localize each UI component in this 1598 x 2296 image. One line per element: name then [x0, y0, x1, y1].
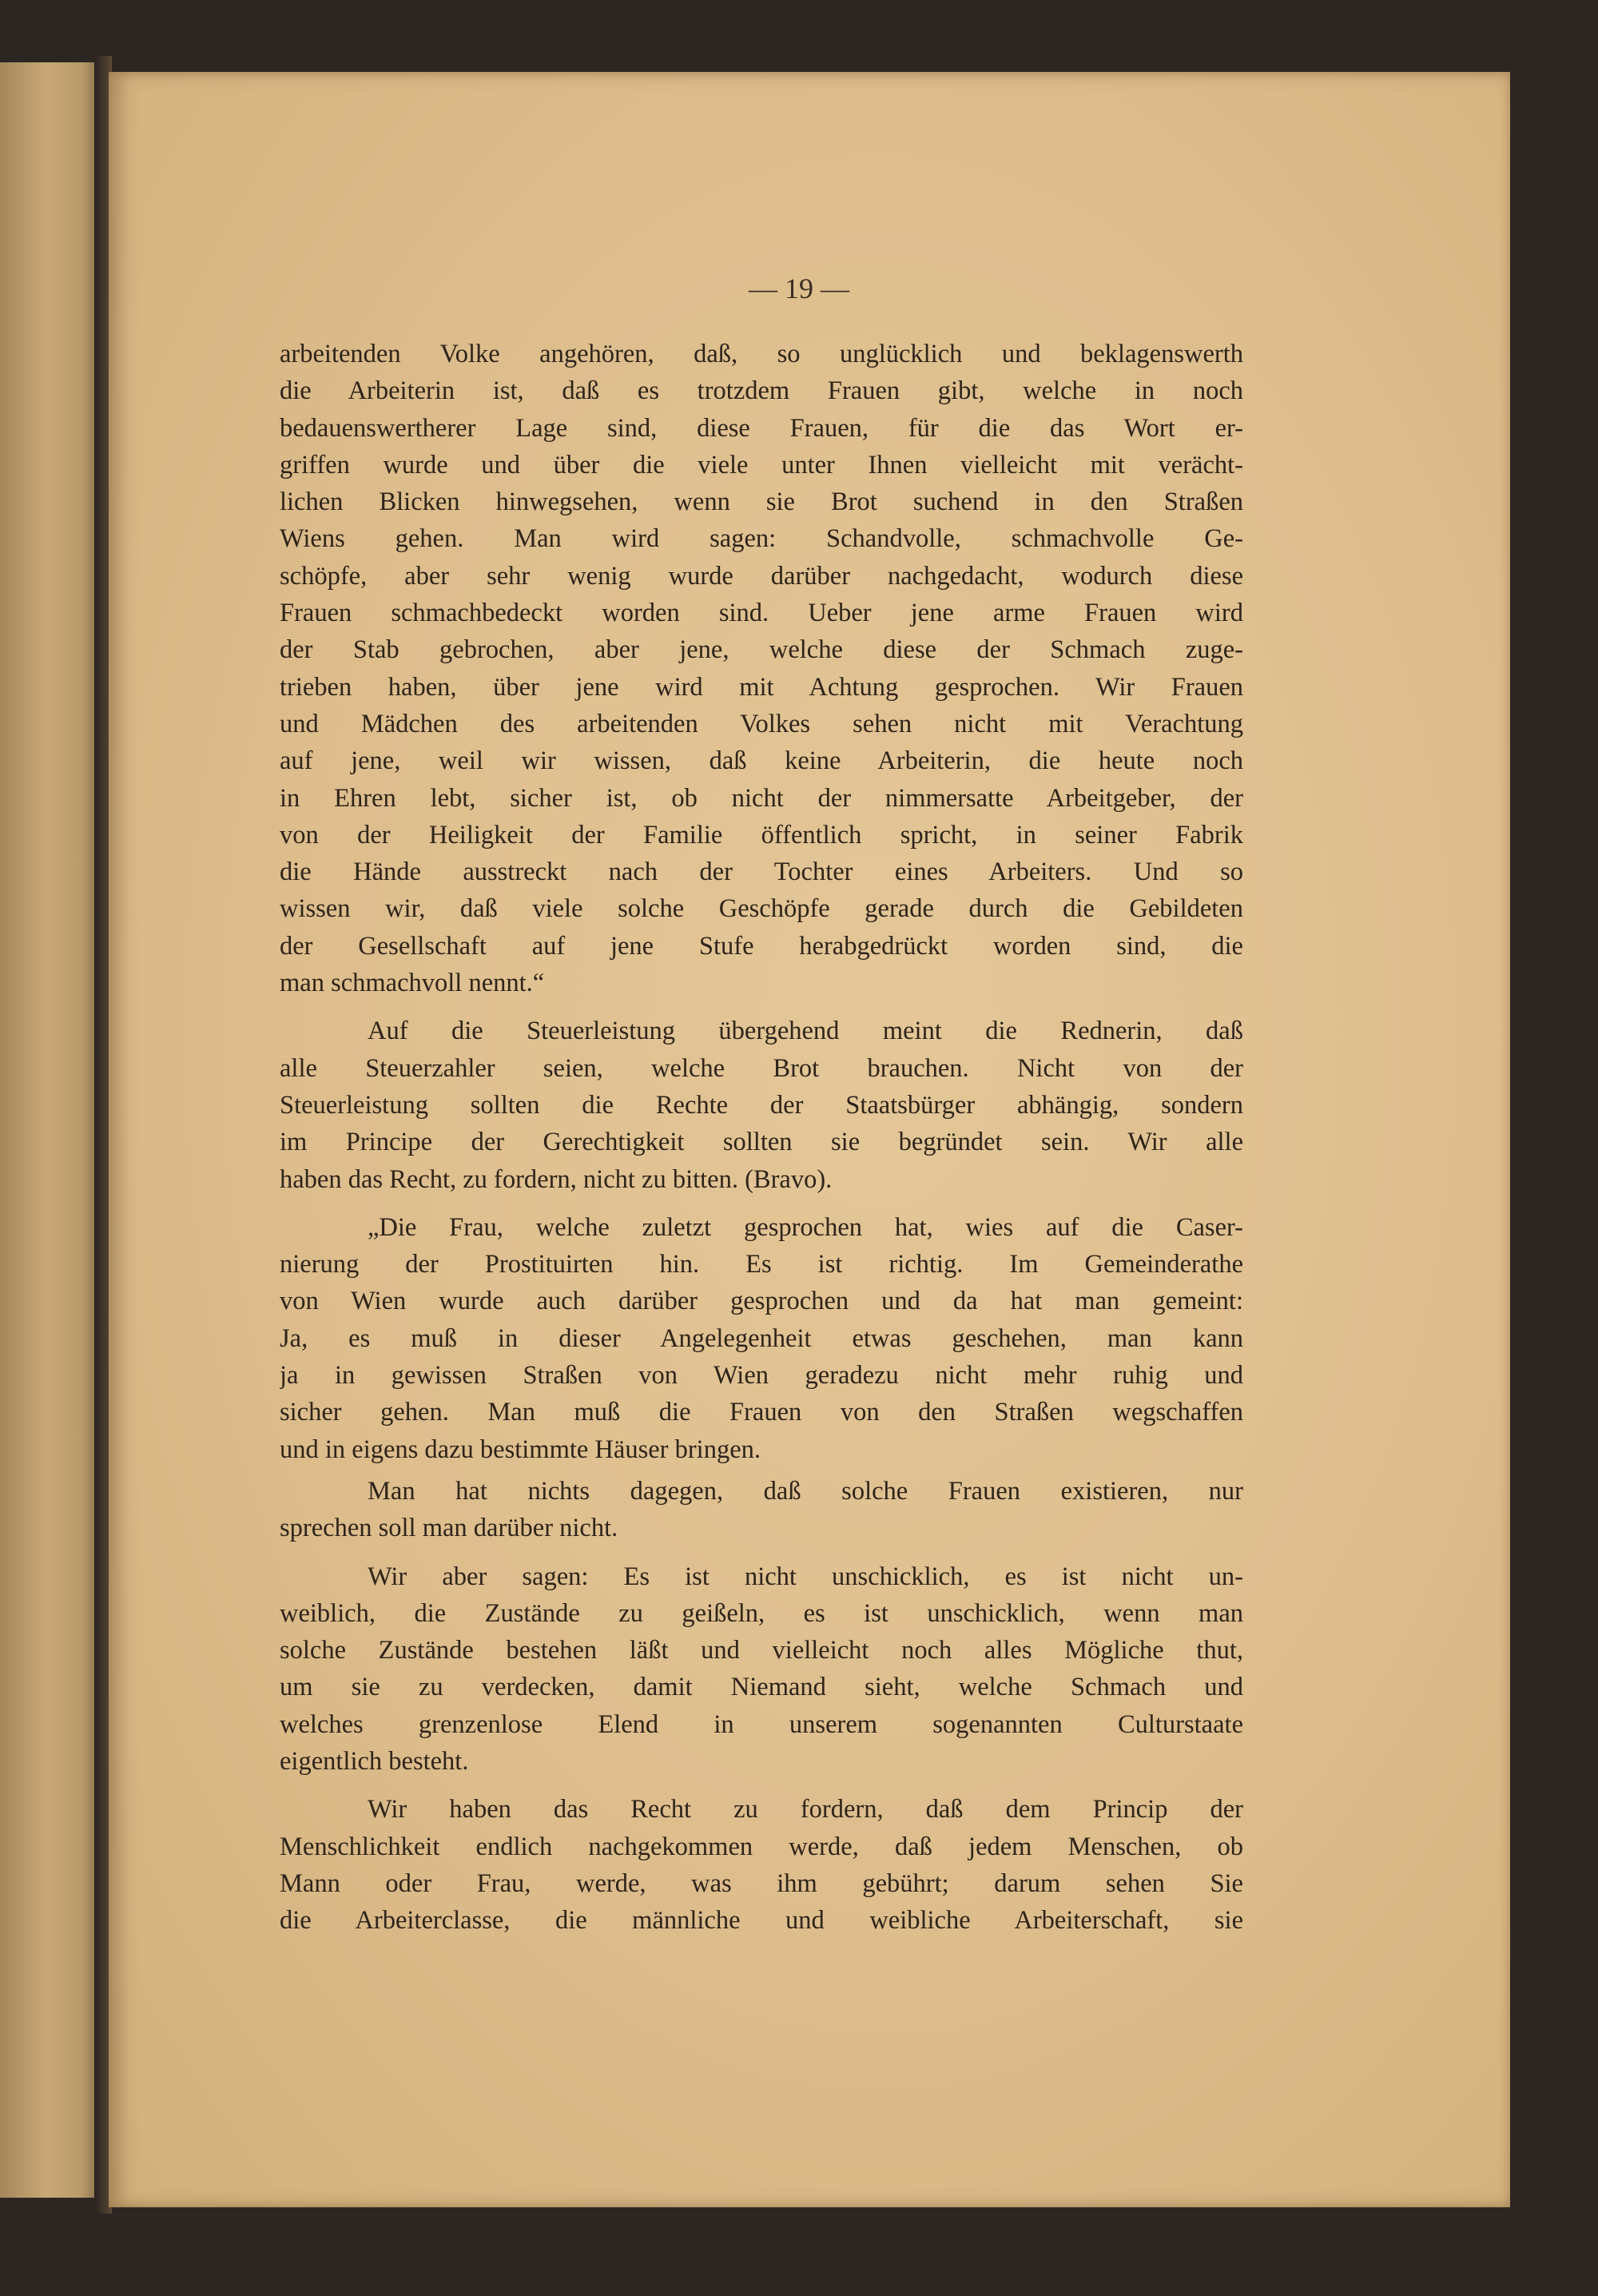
- paragraph: [280, 1209, 1243, 1468]
- text-line: Mann oder Frau, werde, was ihm gebührt; darum sehen Sie: [280, 1868, 1243, 1898]
- text-line: eigentlich besteht.: [280, 1746, 469, 1776]
- previous-page-edge: [0, 62, 102, 2198]
- text-line: Frauen schmachbedeckt worden sind. Ueber jene arme Frauen wird: [280, 599, 1243, 628]
- text-line: lichen Blicken hinwegsehen, wenn sie Brot suchend in den Straßen: [280, 487, 1243, 517]
- text-line: alle Steuerzahler seien, welche Brot brauchen. Nicht von der: [280, 1053, 1243, 1083]
- text-line: Wiens gehen. Man wird sagen: Schandvolle, schmachvolle Ge-: [280, 524, 1243, 554]
- text-line: welches grenzenlose Elend in unserem sogenannten Culturstaate: [280, 1709, 1243, 1739]
- body-text: [280, 336, 1243, 1939]
- text-line: von der Heiligkeit der Familie öffentlich spricht, in seiner Fabrik: [280, 820, 1243, 850]
- text-line: ja in gewissen Straßen von Wien geradezu nicht mehr ruhig und: [280, 1361, 1243, 1391]
- text-line: Auf die Steuerleistung übergehend meint die Rednerin, daß: [368, 1017, 1243, 1046]
- text-line: solche Zustände bestehen läßt und vielleicht noch alles Mögliche thut,: [280, 1636, 1243, 1665]
- text-line: griffen wurde und über die viele unter Ihnen vielleicht mit verächt-: [280, 450, 1243, 479]
- text-line: und in eigens dazu bestimmte Häuser bringen.: [280, 1435, 761, 1464]
- text-line: sicher gehen. Man muß die Frauen von den Straßen wegschaffen: [280, 1398, 1243, 1427]
- text-line: bedauenswertherer Lage sind, diese Frauen, für die das Wort er-: [280, 413, 1243, 443]
- text-line: wissen wir, daß viele solche Geschöpfe gerade durch die Gebildeten: [280, 894, 1243, 924]
- text-line: arbeitenden Volke angehören, daß, so unglücklich und beklagenswerth: [280, 340, 1243, 368]
- text-line: in Ehren lebt, sicher ist, ob nicht der nimmersatte Arbeitgeber, der: [280, 783, 1243, 813]
- paragraph: [280, 1558, 1243, 1781]
- text-line: trieben haben, über jene wird mit Achtung gesprochen. Wir Frauen: [280, 672, 1243, 702]
- text-line: im Principe der Gerechtigkeit sollten sie begründet sein. Wir alle: [280, 1128, 1243, 1157]
- paragraph: [280, 336, 1243, 1001]
- paragraph: [280, 1013, 1243, 1197]
- text-line: man schmachvoll nennt.“: [280, 969, 545, 998]
- text-line: Steuerleistung sollten die Rechte der Staatsbürger abhängig, sondern: [280, 1090, 1243, 1120]
- text-line: der Gesellschaft auf jene Stufe herabgedrückt worden sind, die: [280, 931, 1243, 961]
- text-line: haben das Recht, zu fordern, nicht zu bitten. (Bravo).: [280, 1164, 833, 1194]
- text-line: „Die Frau, welche zuletzt gesprochen hat, wies auf die Caser-: [368, 1212, 1243, 1242]
- text-line: von Wien wurde auch darüber gesprochen und da hat man gemeint:: [280, 1287, 1243, 1316]
- text-line: um sie zu verdecken, damit Niemand sieht, welche Schmach und: [280, 1673, 1243, 1702]
- text-line: Menschlichkeit endlich nachgekommen werde, daß jedem Menschen, ob: [280, 1832, 1243, 1861]
- text-line: die Arbeiterclasse, die männliche und weibliche Arbeiterschaft, sie: [280, 1906, 1243, 1936]
- text-line: die Arbeiterin ist, daß es trotzdem Frauen gibt, welche in noch: [280, 376, 1243, 406]
- text-line: nierung der Prostituirten hin. Es ist richtig. Im Gemeinderathe: [280, 1250, 1243, 1279]
- text-line: und Mädchen des arbeitenden Volkes sehen nicht mit Verachtung: [280, 709, 1243, 738]
- text-line: Wir aber sagen: Es ist nicht unschicklich, es ist nicht un-: [368, 1562, 1243, 1591]
- text-line: weiblich, die Zustände zu geißeln, es ist unschicklich, wenn man: [280, 1598, 1243, 1628]
- text-line: Wir haben das Recht zu fordern, daß dem Princip der: [368, 1795, 1243, 1824]
- text-line: Man hat nichts dagegen, daß solche Frauen existieren, nur: [368, 1476, 1243, 1506]
- text-line: Ja, es muß in dieser Angelegenheit etwas geschehen, man kann: [280, 1323, 1243, 1353]
- text-line: sprechen soll man darüber nicht.: [280, 1514, 618, 1543]
- text-line: schöpfe, aber sehr wenig wurde darüber nachgedacht, wodurch diese: [280, 561, 1243, 591]
- text-line: der Stab gebrochen, aber jene, welche diese der Schmach zuge-: [280, 635, 1243, 665]
- text-line: die Hände ausstreckt nach der Tochter eines Arbeiters. Und so: [280, 858, 1243, 887]
- page-number: — 19 —: [749, 273, 849, 304]
- paragraph: [280, 1791, 1243, 1939]
- text-line: auf jene, weil wir wissen, daß keine Arbeiterin, die heute noch: [280, 746, 1243, 776]
- paragraph: [280, 1473, 1243, 1547]
